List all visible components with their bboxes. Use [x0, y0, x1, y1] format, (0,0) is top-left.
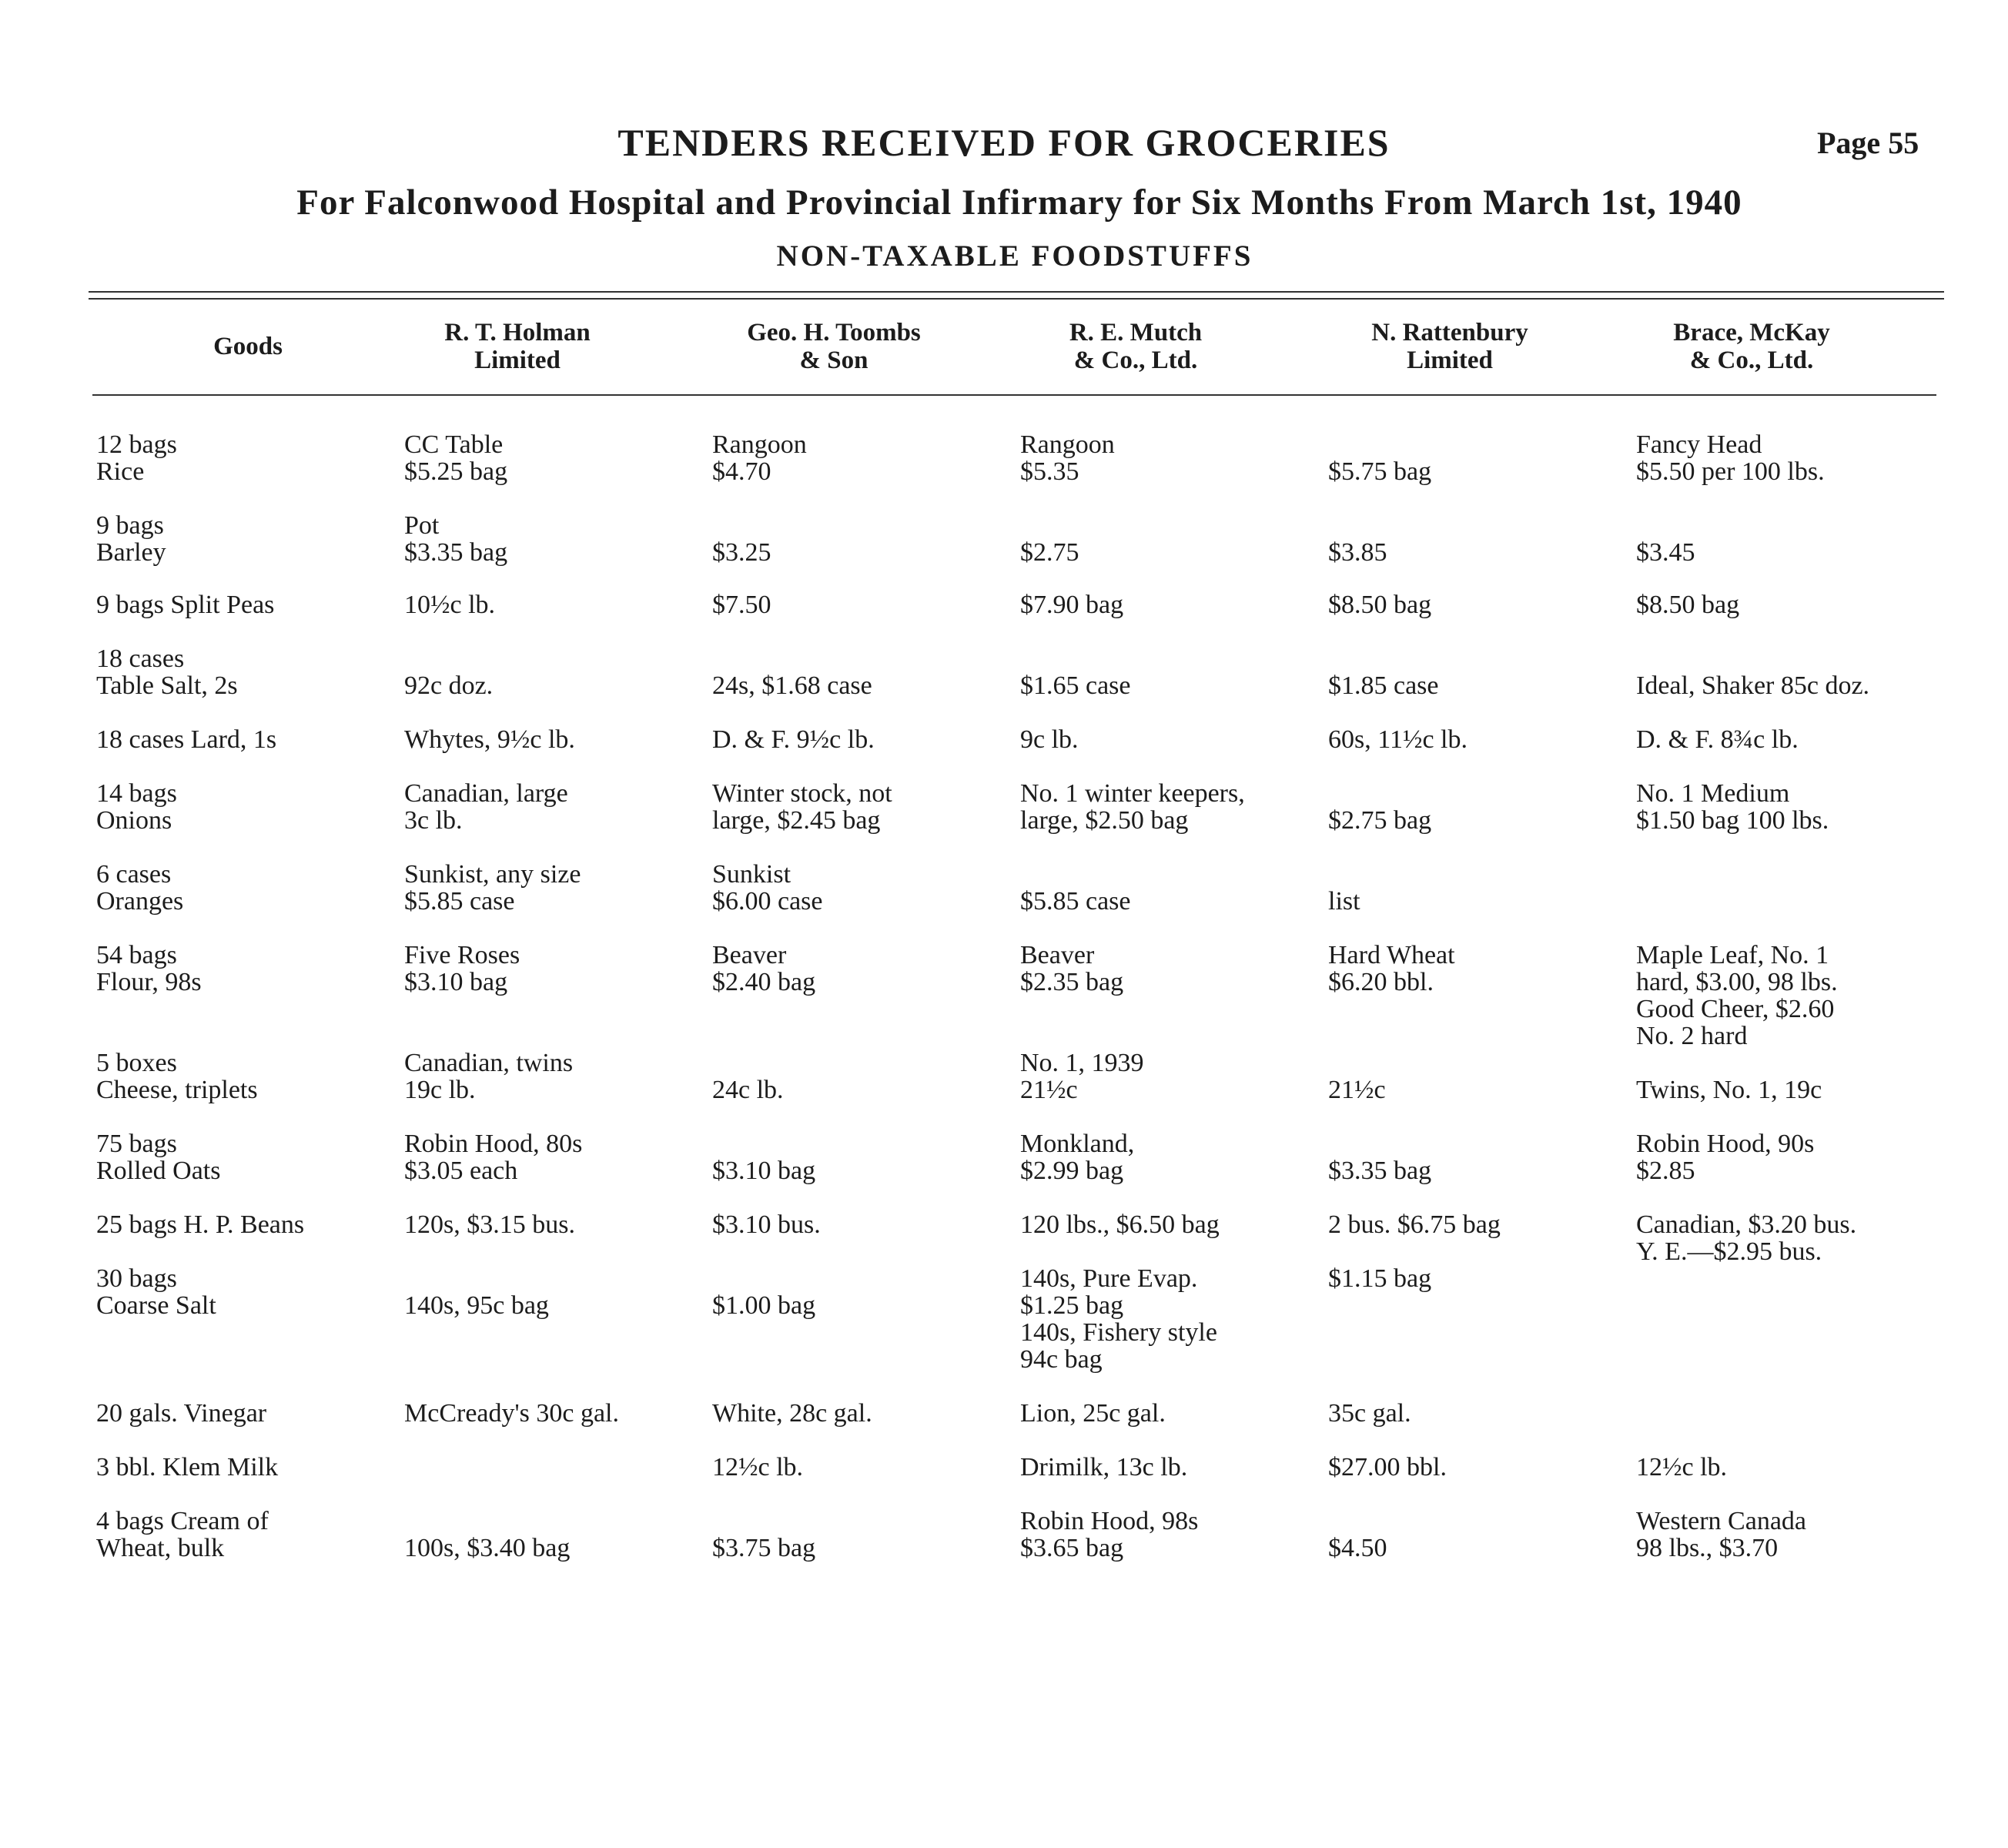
- cell-line: $7.90 bag: [1020, 591, 1124, 619]
- cell-mutch: [1020, 1211, 1220, 1238]
- header-line: & Co., Ltd.: [1689, 346, 1814, 374]
- header-mutch: [989, 319, 1282, 374]
- cell-line: Whytes, 9½c lb.: [404, 725, 575, 754]
- cell-line: No. 2 hard: [1636, 1022, 1748, 1050]
- cell-toombs: [712, 942, 815, 996]
- cell-line: $1.50 bag 100 lbs.: [1636, 806, 1829, 835]
- cell-line: 94c bag: [1020, 1345, 1103, 1374]
- cell-line: [712, 1508, 815, 1535]
- cell-line: Oranges: [96, 887, 184, 916]
- cell-mutch: [1020, 1130, 1134, 1184]
- cell-line: 20 gals. Vinegar: [96, 1399, 267, 1428]
- cell-mutch: [1020, 726, 1079, 753]
- cell-line: Beaver: [1020, 941, 1095, 969]
- header-holman: [371, 319, 664, 374]
- cell-line: 120s, $3.15 bus.: [404, 1210, 575, 1239]
- cell-goods: [96, 512, 166, 566]
- cell-line: [712, 1130, 815, 1157]
- cell-brace-mckay: [1636, 512, 1695, 566]
- cell-toombs: [712, 1454, 803, 1481]
- cell-holman: [404, 861, 581, 915]
- cell-line: 21½c: [1328, 1076, 1386, 1104]
- cell-goods: [96, 1211, 304, 1238]
- cell-brace-mckay: [1636, 780, 1829, 834]
- cell-line: White, 28c gal.: [712, 1399, 872, 1428]
- cell-line: [1328, 1508, 1387, 1535]
- cell-rattenbury: [1328, 726, 1468, 753]
- cell-rattenbury: [1328, 942, 1455, 996]
- cell-brace-mckay: [1636, 645, 1869, 699]
- cell-line: [1636, 861, 1643, 888]
- cell-toombs: [712, 431, 807, 485]
- cell-line: $1.15 bag: [1328, 1264, 1432, 1293]
- header-line: Brace, McKay: [1673, 319, 1830, 346]
- cell-holman: [404, 1400, 619, 1427]
- cell-line: $6.00 case: [712, 887, 823, 916]
- cell-line: [1020, 512, 1079, 539]
- cell-line: Five Roses: [404, 941, 520, 969]
- cell-mutch: [1020, 431, 1115, 485]
- cell-line: [404, 1454, 411, 1481]
- cell-mutch: [1020, 1454, 1187, 1481]
- cell-holman: [404, 1454, 411, 1481]
- cell-toombs: [712, 1400, 872, 1427]
- cell-line: 24c lb.: [712, 1076, 784, 1104]
- cell-toombs: [712, 645, 872, 699]
- cell-line: large, $2.50 bag: [1020, 806, 1189, 835]
- cell-line: [1328, 780, 1431, 807]
- cell-line: 2 bus. $6.75 bag: [1328, 1210, 1501, 1239]
- cell-brace-mckay: [1636, 1265, 1643, 1292]
- cell-line: No. 1, 1939: [1020, 1049, 1144, 1077]
- cell-rattenbury: [1328, 512, 1387, 566]
- section-heading: NON-TAXABLE FOODSTUFFS: [776, 239, 1253, 273]
- cell-line: [1636, 645, 1869, 672]
- cell-line: Onions: [96, 806, 172, 835]
- cell-line: 9c lb.: [1020, 725, 1079, 754]
- cell-line: No. 1 Medium: [1636, 779, 1790, 808]
- cell-line: Canadian, large: [404, 779, 568, 808]
- top-rule: [89, 291, 1944, 293]
- cell-line: McCready's 30c gal.: [404, 1399, 619, 1428]
- cell-rattenbury: [1328, 431, 1431, 485]
- cell-line: [1328, 512, 1387, 539]
- header-goods: [132, 333, 363, 360]
- cell-line: [1328, 861, 1360, 888]
- cell-line: [1020, 645, 1131, 672]
- cell-line: Wheat, bulk: [96, 1534, 225, 1562]
- top-rule-double: [89, 298, 1944, 300]
- cell-rattenbury: [1328, 1130, 1431, 1184]
- cell-line: Coarse Salt: [96, 1291, 216, 1320]
- cell-line: Rolled Oats: [96, 1157, 221, 1185]
- cell-brace-mckay: [1636, 1130, 1814, 1184]
- header-line: & Co., Ltd.: [1073, 346, 1198, 374]
- header-toombs: [680, 319, 988, 374]
- cell-line: 75 bags: [96, 1130, 177, 1158]
- cell-line: 24s, $1.68 case: [712, 671, 872, 700]
- cell-line: 14 bags: [96, 779, 177, 808]
- cell-line: $3.65 bag: [1020, 1534, 1124, 1562]
- header-line: Goods: [213, 333, 283, 360]
- header-line: N. Rattenbury: [1371, 319, 1528, 346]
- cell-line: [404, 1508, 570, 1535]
- cell-line: [712, 645, 872, 672]
- cell-line: Beaver: [712, 941, 787, 969]
- cell-line: $8.50 bag: [1636, 591, 1740, 619]
- cell-line: 9 bags: [96, 511, 164, 540]
- cell-line: [1328, 1050, 1386, 1076]
- cell-line: 120 lbs., $6.50 bag: [1020, 1210, 1220, 1239]
- page-title: TENDERS RECEIVED FOR GROCERIES: [617, 121, 1391, 164]
- cell-line: $27.00 bbl.: [1328, 1453, 1447, 1481]
- cell-line: Twins, No. 1, 19c: [1636, 1076, 1822, 1104]
- cell-holman: [404, 726, 575, 753]
- cell-line: $2.35 bag: [1020, 968, 1124, 996]
- cell-rattenbury: [1328, 1211, 1501, 1238]
- cell-line: $6.20 bbl.: [1328, 968, 1434, 996]
- cell-line: Sunkist: [712, 860, 791, 889]
- cell-line: D. & F. 8¾c lb.: [1636, 725, 1799, 754]
- cell-toombs: [712, 1050, 784, 1103]
- cell-mutch: [1020, 591, 1123, 618]
- cell-line: $3.35 bag: [404, 538, 508, 567]
- cell-line: [1328, 645, 1439, 672]
- cell-line: Fancy Head: [1636, 430, 1762, 459]
- cell-line: Canadian, twins: [404, 1049, 574, 1077]
- cell-toombs: [712, 1130, 815, 1184]
- cell-holman: [404, 1211, 575, 1238]
- cell-line: Canadian, $3.20 bus.: [1636, 1210, 1857, 1239]
- cell-line: Robin Hood, 90s: [1636, 1130, 1815, 1158]
- header-line: Limited: [1407, 346, 1493, 374]
- cell-toombs: [712, 1211, 821, 1238]
- cell-rattenbury: [1328, 780, 1431, 834]
- cell-toombs: [712, 1265, 815, 1319]
- cell-line: $5.25 bag: [404, 457, 508, 486]
- header-line: Limited: [474, 346, 561, 374]
- cell-line: [1636, 1400, 1643, 1427]
- cell-line: [1020, 861, 1131, 888]
- cell-line: [1328, 431, 1431, 458]
- cell-line: Winter stock, not: [712, 779, 892, 808]
- cell-rattenbury: [1328, 645, 1439, 699]
- cell-line: Cheese, triplets: [96, 1076, 258, 1104]
- cell-line: Ideal, Shaker 85c doz.: [1636, 671, 1870, 700]
- cell-holman: [404, 431, 507, 485]
- cell-line: 140s, Fishery style: [1020, 1318, 1217, 1347]
- cell-line: Pot: [404, 511, 440, 540]
- cell-line: hard, $3.00, 98 lbs.: [1636, 968, 1838, 996]
- cell-line: Lion, 25c gal.: [1020, 1399, 1166, 1428]
- cell-line: $5.85 case: [1020, 887, 1131, 916]
- cell-line: 10½c lb.: [404, 591, 496, 619]
- cell-line: [1636, 512, 1695, 539]
- cell-brace-mckay: [1636, 942, 1838, 1050]
- cell-line: 6 cases: [96, 860, 172, 889]
- cell-line: 25 bags H. P. Beans: [96, 1210, 305, 1239]
- cell-mutch: [1020, 1400, 1166, 1427]
- cell-line: 9 bags Split Peas: [96, 591, 275, 619]
- cell-line: [712, 1050, 784, 1076]
- cell-line: Western Canada: [1636, 1507, 1806, 1535]
- cell-goods: [96, 591, 274, 618]
- cell-toombs: [712, 591, 771, 618]
- page-number: Page 55: [1817, 126, 1919, 160]
- cell-line: Robin Hood, 80s: [404, 1130, 583, 1158]
- cell-line: $1.25 bag: [1020, 1291, 1124, 1320]
- cell-line: Drimilk, 13c lb.: [1020, 1453, 1188, 1481]
- cell-line: Sunkist, any size: [404, 860, 581, 889]
- cell-goods: [96, 780, 177, 834]
- header-brace-mckay: [1590, 319, 1913, 374]
- cell-line: 3 bbl. Klem Milk: [96, 1453, 279, 1481]
- cell-line: 4 bags Cream of: [96, 1507, 269, 1535]
- cell-line: 30 bags: [96, 1264, 177, 1293]
- cell-holman: [404, 645, 493, 699]
- cell-goods: [96, 1265, 216, 1319]
- cell-line: No. 1 winter keepers,: [1020, 779, 1245, 808]
- cell-line: Y. E.—$2.95 bus.: [1636, 1237, 1822, 1266]
- cell-line: Robin Hood, 98s: [1020, 1507, 1199, 1535]
- cell-line: [712, 1265, 815, 1292]
- cell-line: 3c lb.: [404, 806, 463, 835]
- cell-line: $4.70: [712, 457, 771, 486]
- cell-line: 19c lb.: [404, 1076, 476, 1104]
- cell-line: $1.65 case: [1020, 671, 1131, 700]
- cell-toombs: [712, 780, 892, 834]
- cell-line: $3.10 bus.: [712, 1210, 821, 1239]
- cell-line: $2.75: [1020, 538, 1079, 567]
- cell-mutch: [1020, 861, 1131, 915]
- cell-line: 92c doz.: [404, 671, 494, 700]
- cell-holman: [404, 1130, 582, 1184]
- cell-line: 18 cases: [96, 644, 185, 673]
- cell-line: $3.35 bag: [1328, 1157, 1432, 1185]
- cell-goods: [96, 1050, 258, 1103]
- cell-brace-mckay: [1636, 431, 1825, 485]
- cell-line: 12 bags: [96, 430, 177, 459]
- cell-goods: [96, 1508, 269, 1562]
- cell-goods: [96, 1400, 266, 1427]
- cell-rattenbury: [1328, 861, 1360, 915]
- header-rattenbury: [1304, 319, 1596, 374]
- cell-line: Table Salt, 2s: [96, 671, 238, 700]
- cell-goods: [96, 1130, 220, 1184]
- cell-line: $2.75 bag: [1328, 806, 1432, 835]
- cell-holman: [404, 591, 495, 618]
- cell-line: Barley: [96, 538, 166, 567]
- page-subtitle: For Falconwood Hospital and Provincial Infirmary for Six Months From March 1st, 1940: [296, 182, 1742, 223]
- cell-line: CC Table: [404, 430, 504, 459]
- cell-line: Rangoon: [712, 430, 807, 459]
- cell-rattenbury: [1328, 1454, 1447, 1481]
- cell-line: 140s, Pure Evap.: [1020, 1264, 1198, 1293]
- header-rule: [92, 394, 1936, 396]
- cell-line: 98 lbs., $3.70: [1636, 1534, 1779, 1562]
- cell-rattenbury: [1328, 1265, 1431, 1292]
- cell-line: $5.50 per 100 lbs.: [1636, 457, 1825, 486]
- header-line: Geo. H. Toombs: [747, 319, 921, 346]
- cell-line: 100s, $3.40 bag: [404, 1534, 571, 1562]
- cell-line: $3.85: [1328, 538, 1387, 567]
- cell-line: large, $2.45 bag: [712, 806, 881, 835]
- cell-mutch: [1020, 1265, 1217, 1373]
- cell-line: $1.00 bag: [712, 1291, 816, 1320]
- cell-line: $3.05 each: [404, 1157, 518, 1185]
- cell-line: 140s, 95c bag: [404, 1291, 549, 1320]
- cell-line: 12½c lb.: [1636, 1453, 1728, 1481]
- cell-holman: [404, 1265, 549, 1319]
- header-line: R. T. Holman: [444, 319, 591, 346]
- cell-holman: [404, 942, 520, 996]
- cell-brace-mckay: [1636, 726, 1799, 753]
- cell-mutch: [1020, 1050, 1144, 1103]
- cell-brace-mckay: [1636, 1400, 1643, 1427]
- cell-toombs: [712, 1508, 815, 1562]
- cell-toombs: [712, 512, 771, 566]
- cell-line: $2.85: [1636, 1157, 1695, 1185]
- cell-rattenbury: [1328, 1508, 1387, 1562]
- cell-line: 21½c: [1020, 1076, 1078, 1104]
- cell-line: 12½c lb.: [712, 1453, 804, 1481]
- cell-line: Rangoon: [1020, 430, 1115, 459]
- cell-line: [404, 1265, 549, 1292]
- cell-brace-mckay: [1636, 1508, 1806, 1562]
- cell-toombs: [712, 861, 823, 915]
- cell-line: $3.10 bag: [404, 968, 508, 996]
- cell-goods: [96, 942, 202, 996]
- cell-line: Maple Leaf, No. 1: [1636, 941, 1829, 969]
- cell-mutch: [1020, 1508, 1198, 1562]
- cell-line: list: [1328, 887, 1360, 916]
- cell-toombs: [712, 726, 875, 753]
- cell-holman: [404, 780, 568, 834]
- header-line: R. E. Mutch: [1069, 319, 1203, 346]
- cell-brace-mckay: [1636, 1454, 1727, 1481]
- cell-line: D. & F. 9½c lb.: [712, 725, 875, 754]
- cell-brace-mckay: [1636, 1050, 1822, 1103]
- cell-line: 35c gal.: [1328, 1399, 1411, 1428]
- cell-goods: [96, 645, 238, 699]
- cell-line: Hard Wheat: [1328, 941, 1455, 969]
- cell-line: $1.85 case: [1328, 671, 1439, 700]
- cell-line: 54 bags: [96, 941, 177, 969]
- cell-line: Rice: [96, 457, 145, 486]
- cell-line: $7.50: [712, 591, 771, 619]
- cell-line: $2.99 bag: [1020, 1157, 1124, 1185]
- cell-line: 18 cases Lard, 1s: [96, 725, 277, 754]
- cell-rattenbury: [1328, 1400, 1411, 1427]
- cell-mutch: [1020, 512, 1079, 566]
- cell-line: $5.85 case: [404, 887, 515, 916]
- cell-holman: [404, 1050, 573, 1103]
- cell-line: $3.75 bag: [712, 1534, 816, 1562]
- cell-goods: [96, 1454, 278, 1481]
- cell-line: 60s, 11½c lb.: [1328, 725, 1468, 754]
- cell-holman: [404, 1508, 570, 1562]
- cell-rattenbury: [1328, 591, 1431, 618]
- cell-rattenbury: [1328, 1050, 1386, 1103]
- cell-line: $2.40 bag: [712, 968, 816, 996]
- cell-line: $3.25: [712, 538, 771, 567]
- cell-line: $8.50 bag: [1328, 591, 1432, 619]
- cell-line: Flour, 98s: [96, 968, 202, 996]
- cell-mutch: [1020, 780, 1245, 834]
- cell-line: $3.10 bag: [712, 1157, 816, 1185]
- cell-goods: [96, 726, 276, 753]
- cell-line: [1636, 1265, 1643, 1292]
- cell-line: [1328, 1130, 1431, 1157]
- cell-line: [1636, 1050, 1822, 1076]
- cell-brace-mckay: [1636, 591, 1739, 618]
- cell-brace-mckay: [1636, 1211, 1856, 1265]
- cell-line: Monkland,: [1020, 1130, 1135, 1158]
- cell-mutch: [1020, 645, 1131, 699]
- cell-line: $3.45: [1636, 538, 1695, 567]
- cell-line: 5 boxes: [96, 1049, 177, 1077]
- header-line: & Son: [799, 346, 868, 374]
- cell-holman: [404, 512, 507, 566]
- cell-line: [712, 512, 771, 539]
- cell-line: [404, 645, 493, 672]
- cell-line: Good Cheer, $2.60: [1636, 995, 1835, 1023]
- cell-line: $5.75 bag: [1328, 457, 1432, 486]
- cell-brace-mckay: [1636, 861, 1643, 888]
- cell-goods: [96, 431, 177, 485]
- cell-goods: [96, 861, 183, 915]
- cell-line: $5.35: [1020, 457, 1079, 486]
- cell-line: $4.50: [1328, 1534, 1387, 1562]
- cell-mutch: [1020, 942, 1123, 996]
